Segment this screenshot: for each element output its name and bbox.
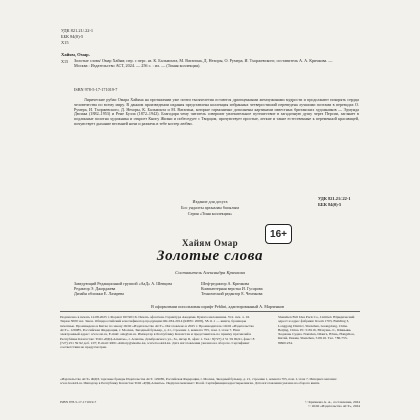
series-name: Серия «Тиня коллекция» <box>187 210 233 216</box>
annotation: Лирические рубаи Омара Хайяма на протяжении уже почти тысячелетия остаются драгоценными жемчужинами мудрости и продолжают покорять сердца человечества по всему миру. В данном произведении издания представлена коллекция избранных четверостиший переведена лучшими поэтами в переводах О. Румера, И. Тхоржевского, Д. Нехоры, К. Бальмонта и М. Ватагина, которые гармонично дополнены картинами известных британских художников — Эдмунда Дюлака (1882–1953) и Рене Булла (1872–1942). Благодаря чему читатель совершит увлекательное путешествие в загадочную душу через Персии, заглянет в подлинные полотна художника и откроет Книгу Жизни и побеседует с Творцом, прочувствует простые, легкие и такие естественные к переменной красавицей, почувствует дыхание весенней ночи и разжечь в тебе костер любви. <box>74 97 359 127</box>
copyright-line: © ООО «Издательство АСТ», 2024 <box>308 404 360 409</box>
divider <box>60 311 360 312</box>
isbn-top: ISBN 978-5-17-171019-7 <box>74 87 118 92</box>
staff-credit: Заведующий Редакционной группой «АаД» А. Шевцова <box>74 281 173 286</box>
author-mark: Х15 <box>61 40 69 46</box>
bibliographic-heading: Хайям, Омар. <box>61 52 90 57</box>
print-details: Подписано в печать 12.08.2025 г. Формат 60×90/16. Печать офсетная. Гарнитура Академи. Бумага мелованная. Усл. печ. л. 16. Тираж 3000 экз. Заказ. Общероссийский классификатор продукции ОК-034-2014 (КПЕС 2008), 58.11.1 — книги, брошюры печатные. Произведено в Китае по заказу ООО «Издательство АСТ». Изготовлено в 2025 г. Производитель: ООО «Издательство АСТ». 129085, Российская Федерация, г. Москва, Звездный бульвар, д. 21, строение 1, комната 705, пом. I, этаж 7. Наш электронный адрес: www.ast.ru, E-mail: ask@ast.ru. Импортер в Республику Казахстан и представитель по приему претензий в Республике Казахстан: ТОО «РДЦ-Алматы», г. Алматы, Домбровского ул., 3а, литер Б, офис 1. Тел.: 8(727) 2 51 59 90,91, факс: 8 (727) 251 59 92 доб. 107; E-mail: RDC-Almaty@eksmo.kz, www.book24.kz. Дата изготовления указана на обороте. Сертификат соответствия не предусмотрен. <box>60 315 255 350</box>
staff-column-left <box>74 281 187 296</box>
udk-block-top <box>61 28 93 46</box>
author-name: Хайям Омар <box>181 238 238 248</box>
staff-credit: Редактор Э. Джорджева <box>74 286 116 292</box>
leisure-edition: Издание для досуга <box>192 199 228 204</box>
staff-credits <box>74 281 314 296</box>
staff-credit: Шеф-редактор А. Кричкова <box>201 281 250 286</box>
udk-block-right <box>318 196 351 208</box>
manufacturer-details: Shenzhen Full Idea Pack Co., Limited. Юридический адрест и адрес фабрики: Room 1703, Building 3, Longgang District, Shenzhen, Guangdong, China. Beijing, China. PC 518116, Юэхуань ст., Шиньянь Хеджань Суджа. Nanshan, Шанга, Юэнь, Hangzhou, Китай, Пекин, Shenzhen, 518116. Тел. +86-755-89901234. <box>278 315 355 345</box>
series-block <box>135 199 285 217</box>
copyright-block <box>305 400 360 408</box>
udk-code-right: УДК 821.21/.22-1 <box>318 196 351 201</box>
leisure-edition-kz: Бос ундалты архыалан басылым <box>181 204 239 210</box>
biblio-code: Х15 <box>61 59 69 64</box>
udk-code: УДК 821.21/.22-1 <box>61 28 94 33</box>
age-rating-badge: 16+ <box>265 224 292 244</box>
staff-column-right <box>201 281 314 296</box>
bottom-row <box>60 400 360 408</box>
legal-notice: «Издательство АСТ» ЖДИ, торговые бренды Издательства АСТ. 129085, Российская Федерация, г. Москва, Звездный бульвар, д. 21, строение 1, комната 705, пом. I, этаж 7. Интернет-магазин: www.book24.ru. Импортер в Республику Казахстан ТОО «РДЦ-Алматы». Өндірген мемлекет: Ресей. Сертификация қарастырылмаған. Дата изготовления указана на обороте книги. <box>60 377 337 386</box>
bbk-code: ББК 84(0)-5 <box>61 34 84 40</box>
staff-credit: Дизайн обложки Е. Лазарева <box>74 291 125 297</box>
staff-credit: Компьютерная верстка И. Гусарова <box>201 286 263 292</box>
font-note: В оформлении использован шрифт Peblini, адаптированный А. Марченков <box>151 304 284 309</box>
book-title: Золотые слова <box>156 248 264 264</box>
copyright-line: © Кричкова А. А., составление, 2024 <box>304 400 360 404</box>
compiler-credit: Составитель Александра Кричкова <box>175 270 245 275</box>
staff-credit: Технический редактор Е. Чемчкова <box>201 291 263 297</box>
biblio-text: Золотые слова/ Омар Хайям; пер. с перс. яз. К. Бальмонта, М. Ватагина, Д. Нехоры, О. Румера, И. Тхоржевского; составитель А. А. Кричкова. — Москва : Издательство АСТ, 2024. — 256 с. : ил. — (Тиняя коллекция). <box>74 58 333 68</box>
bbk-code-right: ББК 84(0)-5 <box>318 202 342 208</box>
bibliographic-record <box>74 59 344 69</box>
isbn-bottom: ISBN 978-5-17-171019-7 <box>60 400 97 404</box>
